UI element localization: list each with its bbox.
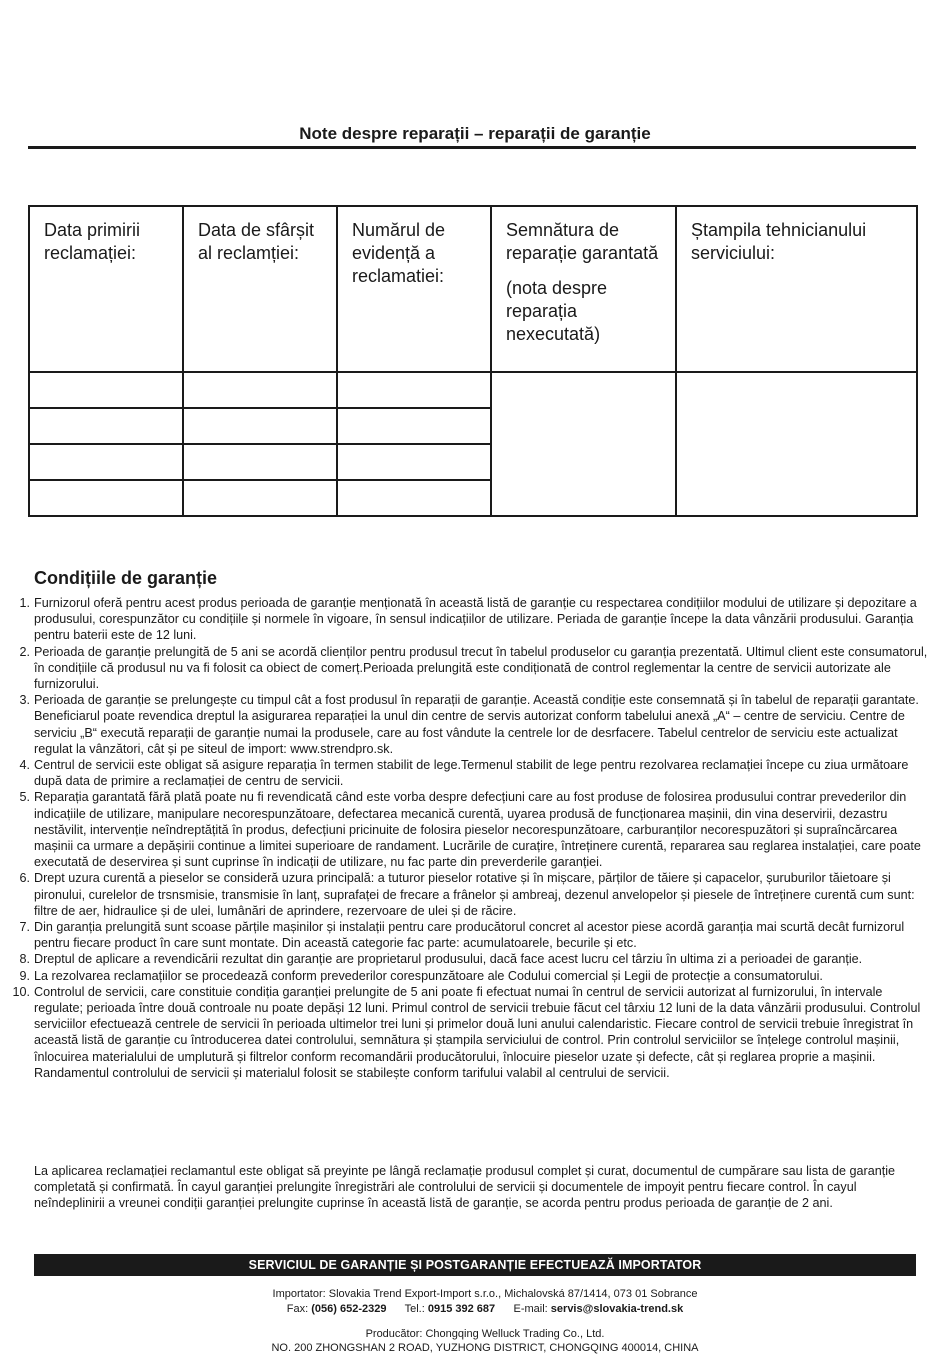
producer-address: NO. 200 ZHONGSHAN 2 ROAD, YUZHONG DISTRICT, CHONGQING 400014, CHINA [271,1342,699,1354]
importer-line: Importator: Slovakia Trend Export-Import s.r.o., Michalovská 87/1414, 073 01 Sobrance [272,1288,698,1300]
table-cell [29,408,183,444]
header-date-received: Data primirii reclamației: [29,206,183,372]
list-item [19,951,934,967]
list-text: Furnizorul oferă pentru acest produs perioada de garanție menționată în această listă de garanție cu respectarea condițiilor modului de utilizare și depozitare a produsului, corespunzător cu condițiile și normele în vigoare, în sensul indicațiilor de utilizare. Periada de garanție începe la data vânzării produsului. Garanția pentru baterii este de 12 luni. [34,596,917,643]
header-record-number: Numărul de evidență a reclamatiei: [337,206,491,372]
signature-cell [491,372,676,516]
list-number: 8. [19,952,30,967]
contact-line [0,1302,950,1317]
closing-paragraph: La aplicarea reclamației reclamantul este obligat să preyinte pe lângă reclamație produsul complet și curat, documentul de cumpărare sau lista de garanție completată și confirmată. În cayul garanției prelungite înregistrări ale controlului de servicii și documentele de impoyit pentru fiecare control. În cayul neîndeplinirii a vreunei condiții garanției prelungite cuprinse în această listă de garanție, se acorda pentru produs perioada de garanție de 2 ani. [34,1164,896,1211]
list-text: Centrul de servicii este obligat să asigure reparația în termen stabilit de lege.Termenul stabilit de lege pentru rezolvarea reclamației începe cu ziua următoare după data de primire a reclamației de centru de servicii. [34,758,909,789]
header-stamp: Ștampila tehnicianului serviciului: [676,206,917,372]
stamp-cell [676,372,917,516]
list-number: 6. [19,871,30,886]
email-label: E-mail: [513,1303,548,1315]
list-item [19,644,934,693]
list-text: Perioada de garanție prelungită de 5 ani se acordă clienților pentru produsul trecut în tabelul produselor cu garanția prezentată. Ultimul client este consumatorul, în condițiile că produsul nu va fi folosit ca obiect de comerț.Perioada prelungită este condiționată de control reglementar la centre de servicii autorizate ale furnizorului. [34,644,928,692]
page-title: Note despre reparații – reparații de garanție [299,124,651,143]
list-item [19,789,934,870]
conditions-title: Condițiile de garanție [34,568,218,588]
table-row [29,372,917,408]
table-cell [29,444,183,480]
producer-line: Producător: Chongqing Welluck Trading Co., Ltd. [365,1328,605,1340]
table-cell [183,480,337,516]
list-text: Din garanția prelungită sunt scoase părțile mașinilor și instalații pentru care producătorul concret al acestor piese acordă garanția mai scurtă decât furnizorul pentru fiecare product în care sunt montate. Din această categorie fac parte: acumulatoarele, becurile și etc. [34,920,905,951]
table-cell [337,444,491,480]
list-item [19,870,934,919]
list-text: Drept uzura curentă a pieselor se consideră uzura principală: a tuturor pieselor rotative și în mișcare, părților de tăiere și capacelor, șuruburilor tăietoare și pironului, curelelor de trsnsmisie, transmisie în lanț, suprafaței de frecare a frânelor și ambreaj, dezenul anvelopelor și piesele de întreținere curentă cum sunt: filtre de aer, hidraulice și de ulei, lumânări de aprindere, rezervoare de ulei și de răcire. [34,871,915,918]
fax-number: (056) 652-2329 [311,1303,387,1315]
table-cell [337,372,491,408]
list-item [19,919,934,951]
table-cell [183,372,337,408]
list-number: 9. [19,968,30,983]
conditions-list [12,595,934,1081]
list-number: 1. [19,596,30,610]
table-header-row [29,206,917,372]
email-address[interactable]: servis@slovakia-trend.sk [550,1303,684,1315]
table-cell [29,372,183,408]
service-banner: SERVICIUL DE GARANȚIE ȘI POSTGARANȚIE EFECTUEAZĂ IMPORTATOR [34,1254,916,1276]
tel-label: Tel.: [404,1303,425,1315]
list-text: Perioada de garanție se prelungește cu timpul cât a fost produsul în reparații de garanție. Această condiție este consemnată și în tabelul de reparații garantate. Beneficiarul poate revendica dreptul la asigurarea reparației la unul din centre de servis autorizat conform tabelului anexă „A“ – centre de serviciu. Centre de serviciu „B“ execută reparații de garanție numai la produsele, care au fost vândute la centrele lor de desrfacere. Tabelul centrelor de serviciu este actualizat regulat la vânzători, cât și pe siteul de import: www.strendpro.sk. [34,693,919,756]
repairs-table [28,205,918,517]
table-cell [29,480,183,516]
list-text: Reparația garantată fără plată poate nu fi revendicată când este vorba despre defecțiuni care au fost produse de folosirea produsului contrar prevederilor din indicațiile de utilizare, manipulare necorespunzătoare, defectarea mecanică curentă, uyarea produsă de funcționarea mașinii, din vina deservirii, dezastru nestăvilit, intervenție neîndreptățită în produs, defecțiuni pricinuite de folosira pieselor necorespunzătoare, carburanților necorespuzători și supraîncărcarea mașinii ca urmare a depășirii continue a limitei superioare de randament. Lucrările de curațire, întreținere curentă, repararea sau reglarea instalației, care poate executată de deservirea și sunt cuprinse în indicații de utilizare, nu fac parte din preverderile garanției. [34,790,921,870]
table-cell [337,408,491,444]
header-signature-note: (nota despre reparația nexecutată) [506,278,608,344]
list-number: 3. [19,693,30,708]
list-number: 10. [12,984,30,999]
list-number: 2. [19,644,30,659]
list-text: La rezolvarea reclamațiilor se procedează conform prevederilor corespunzătoare ale Codului comercial și Legii de protecție a consumatorului. [34,968,823,983]
table-cell [183,444,337,480]
list-number: 5. [19,790,30,805]
list-number: 7. [19,920,30,935]
title-divider [28,146,916,149]
list-item [12,984,934,1081]
list-item [19,757,934,789]
list-item [19,595,934,644]
fax-label: Fax: [286,1303,309,1315]
table-cell [183,408,337,444]
tel-number: 0915 392 687 [427,1303,496,1315]
header-signature [491,206,676,372]
table-cell [337,480,491,516]
list-number: 4. [19,758,30,773]
list-item [19,692,934,757]
list-text: Dreptul de aplicare a revendicării rezultat din garanție are proprietarul produsului, dacă face acest lucru cel târziu în ultima zi a perioadei de garanție. [34,952,863,967]
list-text: Controlul de servicii, care constituie condiția garanției prelungite de 5 ani poate fi efectuat numai în centrul de servicii autorizat al furnizorului, în intervale regulate; perioada între două controale nu poate depăși 12 luni. Primul control de servicii trebuie făcut cel târxiu 12 luni de la data vânzării produsului. Controlul serviciilor efectuează centrele de servicii în perioada ultimelor trei luni și primelor două luni anului calendaristic. Fiecare control de servicii trebuie înregistrat în această listă de garanție cu întroducerea datei controlului, semnătura și ștampila serviciului de control. Prin controlul serviciilor se înțelege controlul mașinii, înlocuirea materialului de umplutură și filtrelor conform recomandării producătorului, înlocuire pieselor uzate și defecte, cât și reglarea proprie a mașinii. Randamentul controlului de servicii și materialul folosit se stabilește conform tarifului valabil al centrului de servicii. [34,984,921,1080]
list-item [19,968,934,984]
header-date-ended: Data de sfârșit al reclamției: [183,206,337,372]
header-signature-label: Semnătura de reparație garantată [506,220,659,263]
